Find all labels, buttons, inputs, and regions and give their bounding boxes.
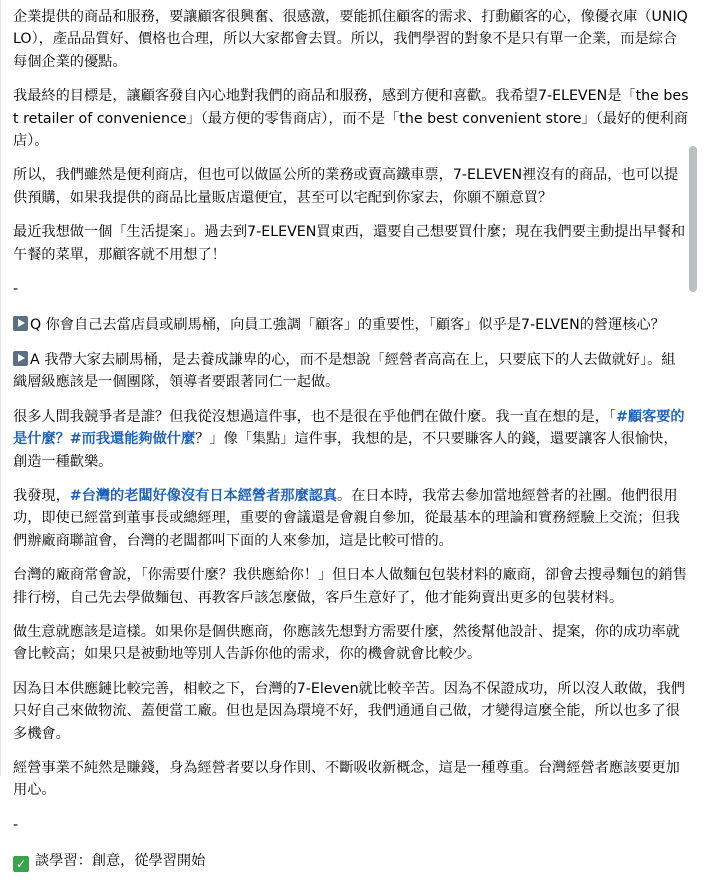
text-run: 很多人問我競爭者是誰？但我從沒想過這件事，也不是很在乎他們在做什麼。我一直在想的是，「: [13, 408, 616, 425]
paragraph: 企業提供的商品和服務，要讓顧客很興奮、很感激，要能抓住顧客的需求、打動顧客的心，像優衣庫（UNIQLO），產品品質好、價格也合理，所以大家都會去買。所以，我們學習的對象不是只有單一企業，而是綜合每個企業的優點。: [13, 9, 688, 70]
paragraph: 最近我想做一個「生活提案」。過去到7-ELEVEN買東西，還要自己想要買什麼；現在我們要主動提出早餐和午餐的菜單，那顧客就不用想了！: [13, 224, 686, 263]
separator-dash: -: [13, 816, 19, 833]
hashtag-link[interactable]: #顧客要的是什麼？: [13, 408, 685, 448]
paragraph: [13, 485, 689, 552]
play-button-icon: [13, 316, 28, 331]
text-run: 。在日本時，我常去參加當地經營者的社團。他們很用功，即使已經當到董事長或總經理，重要的會議還是會親自參加，從最基本的理論和實務經驗上交流；但我們辦廠商聯誼會，台灣的老闆都叫下面的人來參加，這是比較可惜的。: [13, 487, 680, 549]
paragraph: 做生意就應該是這樣。如果你是個供應商，你應該先想對方需要什麼，然後幫他設計、提案，你的成功率就會比較高；如果只是被動地等別人告訴你他的需求，你的機會就會比較少。: [13, 623, 680, 663]
paragraph: [13, 406, 689, 473]
check-mark-icon: ✓: [13, 856, 29, 872]
text-run: 我發現，: [13, 487, 70, 504]
hashtag-link[interactable]: #台灣的老闆好像沒有日本經營者那麼認真: [69, 487, 338, 504]
text-run: ？」像「集點」這件事，我想的是，不只要賺客人的錢，還要讓客人很愉快，創造一種歡樂。: [13, 431, 678, 470]
play-button-icon: [13, 351, 28, 366]
post-body: [13, 6, 689, 885]
question-text: Q 你會自己去當店員或刷馬桶，向員工強調「顧客」的重要性，「顧客」似乎是7-ELVEN的營運核心？: [30, 317, 665, 334]
section-heading-text: 談學習：創意，從學習開始: [35, 853, 206, 870]
paragraph: 經營事業不純然是賺錢，身為經營者要以身作則、不斷吸收新概念，這是一種尊重。台灣經營者應該要更加用心。: [13, 759, 680, 799]
hashtag-link[interactable]: #而我還能夠做什麼: [69, 431, 196, 448]
question-paragraph: [13, 314, 689, 336]
paragraph: 所以，我們雖然是便利商店，但也可以做區公所的業務或賣高鐵車票，7-ELEVEN裡沒有的商品，也可以提供預購，如果我提供的商品比量販店還便宜，甚至可以宅配到你家去，你願不願意買？: [13, 167, 679, 206]
answer-paragraph: [13, 349, 689, 394]
paragraph: 因為日本供應鏈比較完善，相較之下，台灣的7-Eleven就比較辛苦。因為不保證成功，所以沒人敢做，我們只好自己來做物流、蓋便當工廠。但也是因為環境不好，我們通通自己做，才變得這麼全能，所以也多了很多機會。: [13, 680, 685, 742]
paragraph: 我最終的目標是，讓顧客發自內心地對我們的商品和服務，感到方便和喜歡。我希望7-ELEVEN是「the best retailer of convenience」（最方便的零售商店），而不是「the best convenient store」（最好的便利商店）。: [13, 88, 689, 150]
scrollbar[interactable]: [689, 0, 699, 776]
answer-text: A 我帶大家去刷馬桶，是去養成謙卑的心，而不是想說「經營者高高在上，只要底下的人去做就好」。組織層級應該是一個團隊，領導者要跟著同仁一起做。: [13, 351, 676, 391]
separator-dash: -: [13, 281, 19, 298]
scrollbar-thumb[interactable]: [689, 146, 697, 292]
section-heading: [13, 850, 689, 872]
paragraph: 台灣的廠商常會說，「你需要什麼？我供應給你！」但日本人做麵包包裝材料的廠商，卻會去搜尋麵包的銷售排行榜，自己先去學做麵包、再教客戶該怎麼做，客戶生意好了，他才能夠賣出更多的包裝材料。: [13, 567, 687, 606]
